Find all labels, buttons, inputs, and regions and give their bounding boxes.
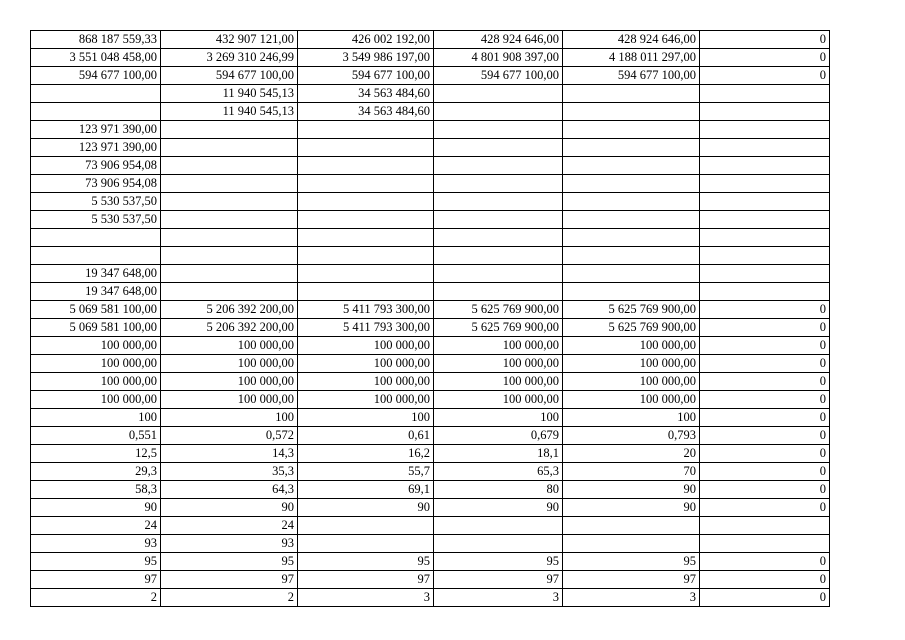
table-cell: 90: [563, 481, 700, 499]
table-cell: 100 000,00: [298, 355, 434, 373]
table-cell: [563, 265, 700, 283]
table-cell: [563, 121, 700, 139]
table-cell: [700, 175, 830, 193]
table-cell: 100 000,00: [161, 391, 298, 409]
table-cell: 432 907 121,00: [161, 31, 298, 49]
table-cell: 594 677 100,00: [298, 67, 434, 85]
table-cell: 12,5: [31, 445, 161, 463]
table-cell: 95: [434, 553, 563, 571]
table-cell: 3 549 986 197,00: [298, 49, 434, 67]
table-cell: 95: [298, 553, 434, 571]
table-cell: [700, 85, 830, 103]
table-row: [31, 175, 830, 193]
table-cell: [700, 211, 830, 229]
table-cell: 97: [31, 571, 161, 589]
table-cell: 100 000,00: [434, 391, 563, 409]
table-cell: 5 625 769 900,00: [434, 319, 563, 337]
table-cell: [563, 103, 700, 121]
table-cell: [563, 85, 700, 103]
table-cell: 100 000,00: [31, 373, 161, 391]
table-cell: [700, 229, 830, 247]
table-cell: 100: [31, 409, 161, 427]
table-cell: 14,3: [161, 445, 298, 463]
table-cell: [434, 229, 563, 247]
table-cell: [563, 193, 700, 211]
table-cell: [434, 85, 563, 103]
table-cell: 90: [161, 499, 298, 517]
table-cell: 0: [700, 67, 830, 85]
table-row: [31, 499, 830, 517]
table-cell: 69,1: [298, 481, 434, 499]
table-cell: 5 625 769 900,00: [434, 301, 563, 319]
table-cell: [298, 283, 434, 301]
table-row: [31, 247, 830, 265]
table-cell: [700, 139, 830, 157]
table-cell: [298, 535, 434, 553]
table-row: [31, 445, 830, 463]
table-row: [31, 517, 830, 535]
table-cell: 90: [434, 499, 563, 517]
table-cell: 0: [700, 571, 830, 589]
table-row: [31, 85, 830, 103]
table-cell: 0: [700, 391, 830, 409]
table-cell: 93: [161, 535, 298, 553]
table-cell: [434, 139, 563, 157]
table-cell: [700, 283, 830, 301]
table-cell: 16,2: [298, 445, 434, 463]
table-cell: [563, 229, 700, 247]
table-cell: 0: [700, 463, 830, 481]
table-cell: 0: [700, 499, 830, 517]
table-row: [31, 229, 830, 247]
table-cell: 594 677 100,00: [434, 67, 563, 85]
table-cell: [563, 247, 700, 265]
table-cell: 18,1: [434, 445, 563, 463]
table-cell: 100: [563, 409, 700, 427]
table-cell: [298, 229, 434, 247]
table-cell: [700, 103, 830, 121]
table-cell: [434, 265, 563, 283]
table-cell: [563, 517, 700, 535]
table-cell: 95: [563, 553, 700, 571]
table-cell: [434, 517, 563, 535]
table-row: [31, 373, 830, 391]
table-cell: [298, 193, 434, 211]
table-cell: 3 269 310 246,99: [161, 49, 298, 67]
table-row: [31, 121, 830, 139]
table-cell: 100: [298, 409, 434, 427]
table-cell: 0: [700, 373, 830, 391]
table-cell: 73 906 954,08: [31, 157, 161, 175]
table-row: [31, 355, 830, 373]
table-cell: 11 940 545,13: [161, 103, 298, 121]
table-cell: 100 000,00: [161, 337, 298, 355]
table-cell: [298, 157, 434, 175]
table-cell: [434, 157, 563, 175]
table-cell: [700, 535, 830, 553]
table-cell: 4 188 011 297,00: [563, 49, 700, 67]
table-cell: [31, 103, 161, 121]
table-cell: 5 530 537,50: [31, 193, 161, 211]
table-cell: 19 347 648,00: [31, 265, 161, 283]
table-cell: 0: [700, 355, 830, 373]
table-cell: [434, 247, 563, 265]
table-cell: 0,572: [161, 427, 298, 445]
table-cell: 24: [31, 517, 161, 535]
table-cell: [434, 211, 563, 229]
table-cell: 100 000,00: [298, 337, 434, 355]
table-cell: 3: [434, 589, 563, 607]
table-cell: [161, 265, 298, 283]
table-cell: 58,3: [31, 481, 161, 499]
table-cell: 20: [563, 445, 700, 463]
table-row: [31, 193, 830, 211]
table-cell: [700, 121, 830, 139]
table-cell: 5 411 793 300,00: [298, 301, 434, 319]
table-cell: [161, 247, 298, 265]
table-cell: 5 069 581 100,00: [31, 319, 161, 337]
table-cell: 97: [563, 571, 700, 589]
table-cell: 90: [563, 499, 700, 517]
table-row: [31, 157, 830, 175]
table-cell: [563, 535, 700, 553]
table-cell: 100 000,00: [434, 355, 563, 373]
table-cell: 100 000,00: [298, 373, 434, 391]
table-row: [31, 535, 830, 553]
table-row: [31, 463, 830, 481]
table-cell: 0: [700, 589, 830, 607]
table-cell: 100 000,00: [563, 337, 700, 355]
table-cell: [700, 157, 830, 175]
table-cell: 100 000,00: [31, 391, 161, 409]
table-cell: 100: [434, 409, 563, 427]
table-cell: 100 000,00: [161, 373, 298, 391]
table-cell: [161, 229, 298, 247]
table-cell: 100: [161, 409, 298, 427]
table-cell: [563, 283, 700, 301]
table-cell: [563, 157, 700, 175]
table-cell: 5 069 581 100,00: [31, 301, 161, 319]
table-row: [31, 427, 830, 445]
table-row: [31, 49, 830, 67]
table-cell: 97: [434, 571, 563, 589]
data-table: [30, 30, 830, 607]
table-cell: 100 000,00: [298, 391, 434, 409]
table-cell: 64,3: [161, 481, 298, 499]
table-cell: [298, 175, 434, 193]
table-row: [31, 391, 830, 409]
table-cell: [563, 175, 700, 193]
table-cell: 100 000,00: [31, 337, 161, 355]
table-cell: [161, 175, 298, 193]
table-cell: [563, 139, 700, 157]
table-cell: 93: [31, 535, 161, 553]
table-cell: 0: [700, 337, 830, 355]
table-cell: 95: [161, 553, 298, 571]
table-cell: 5 625 769 900,00: [563, 319, 700, 337]
table-cell: 2: [31, 589, 161, 607]
table-row: [31, 337, 830, 355]
table-row: [31, 265, 830, 283]
table-cell: 3: [563, 589, 700, 607]
table-cell: 0: [700, 445, 830, 463]
table-cell: 594 677 100,00: [563, 67, 700, 85]
table-cell: 3: [298, 589, 434, 607]
table-row: [31, 571, 830, 589]
table-cell: [700, 517, 830, 535]
table-cell: 100 000,00: [563, 355, 700, 373]
table-cell: 80: [434, 481, 563, 499]
table-cell: 428 924 646,00: [434, 31, 563, 49]
table-cell: [161, 283, 298, 301]
table-cell: 594 677 100,00: [161, 67, 298, 85]
table-cell: 0: [700, 481, 830, 499]
table-cell: 4 801 908 397,00: [434, 49, 563, 67]
table-cell: 34 563 484,60: [298, 85, 434, 103]
table-row: [31, 589, 830, 607]
table-cell: 55,7: [298, 463, 434, 481]
table-cell: 90: [298, 499, 434, 517]
table-row: [31, 553, 830, 571]
table-cell: 0: [700, 553, 830, 571]
table-row: [31, 481, 830, 499]
table-cell: 0: [700, 319, 830, 337]
table-cell: 100 000,00: [434, 373, 563, 391]
table-cell: 70: [563, 463, 700, 481]
table-cell: 95: [31, 553, 161, 571]
table-cell: [298, 139, 434, 157]
table-cell: 100 000,00: [563, 373, 700, 391]
table-cell: 0: [700, 409, 830, 427]
table-cell: [31, 229, 161, 247]
table-cell: 97: [161, 571, 298, 589]
table-cell: 100 000,00: [434, 337, 563, 355]
table-cell: 100 000,00: [161, 355, 298, 373]
table-cell: [31, 85, 161, 103]
table-cell: 11 940 545,13: [161, 85, 298, 103]
table-cell: 426 002 192,00: [298, 31, 434, 49]
table-cell: 2: [161, 589, 298, 607]
table-cell: [298, 247, 434, 265]
table-cell: [161, 121, 298, 139]
table-cell: 0,551: [31, 427, 161, 445]
table-row: [31, 103, 830, 121]
table-cell: 65,3: [434, 463, 563, 481]
table-body: [31, 31, 830, 607]
table-cell: 0: [700, 31, 830, 49]
table-cell: 5 206 392 200,00: [161, 319, 298, 337]
table-cell: [434, 535, 563, 553]
table-cell: [700, 247, 830, 265]
table-cell: [434, 121, 563, 139]
table-cell: 0,793: [563, 427, 700, 445]
table-row: [31, 301, 830, 319]
table-cell: [700, 193, 830, 211]
table-cell: [434, 175, 563, 193]
table-row: [31, 211, 830, 229]
table-cell: 73 906 954,08: [31, 175, 161, 193]
table-cell: [700, 265, 830, 283]
table-cell: 428 924 646,00: [563, 31, 700, 49]
table-cell: 97: [298, 571, 434, 589]
table-cell: [563, 211, 700, 229]
table-cell: [298, 265, 434, 283]
table-cell: 123 971 390,00: [31, 139, 161, 157]
table-cell: 0: [700, 49, 830, 67]
table-cell: [298, 517, 434, 535]
table-cell: 0: [700, 427, 830, 445]
table-cell: 123 971 390,00: [31, 121, 161, 139]
table-cell: 100 000,00: [563, 391, 700, 409]
table-cell: 5 206 392 200,00: [161, 301, 298, 319]
table-cell: 34 563 484,60: [298, 103, 434, 121]
table-cell: 24: [161, 517, 298, 535]
table-cell: 5 411 793 300,00: [298, 319, 434, 337]
table-cell: 0: [700, 301, 830, 319]
table-cell: 0,61: [298, 427, 434, 445]
table-cell: 0,679: [434, 427, 563, 445]
table-cell: [161, 211, 298, 229]
table-cell: 90: [31, 499, 161, 517]
table-cell: [161, 193, 298, 211]
table-cell: 35,3: [161, 463, 298, 481]
table-cell: [298, 121, 434, 139]
table-row: [31, 319, 830, 337]
table-cell: 5 530 537,50: [31, 211, 161, 229]
table-cell: 868 187 559,33: [31, 31, 161, 49]
table-row: [31, 31, 830, 49]
table-row: [31, 139, 830, 157]
table-cell: [434, 103, 563, 121]
table-cell: [161, 139, 298, 157]
table-cell: [298, 211, 434, 229]
table-cell: 3 551 048 458,00: [31, 49, 161, 67]
table-cell: [31, 247, 161, 265]
table-cell: 100 000,00: [31, 355, 161, 373]
table-cell: 594 677 100,00: [31, 67, 161, 85]
table-row: [31, 67, 830, 85]
table-cell: [434, 283, 563, 301]
table-cell: [161, 157, 298, 175]
table-cell: 19 347 648,00: [31, 283, 161, 301]
table-row: [31, 409, 830, 427]
table-row: [31, 283, 830, 301]
table-cell: [434, 193, 563, 211]
table-cell: 29,3: [31, 463, 161, 481]
table-cell: 5 625 769 900,00: [563, 301, 700, 319]
